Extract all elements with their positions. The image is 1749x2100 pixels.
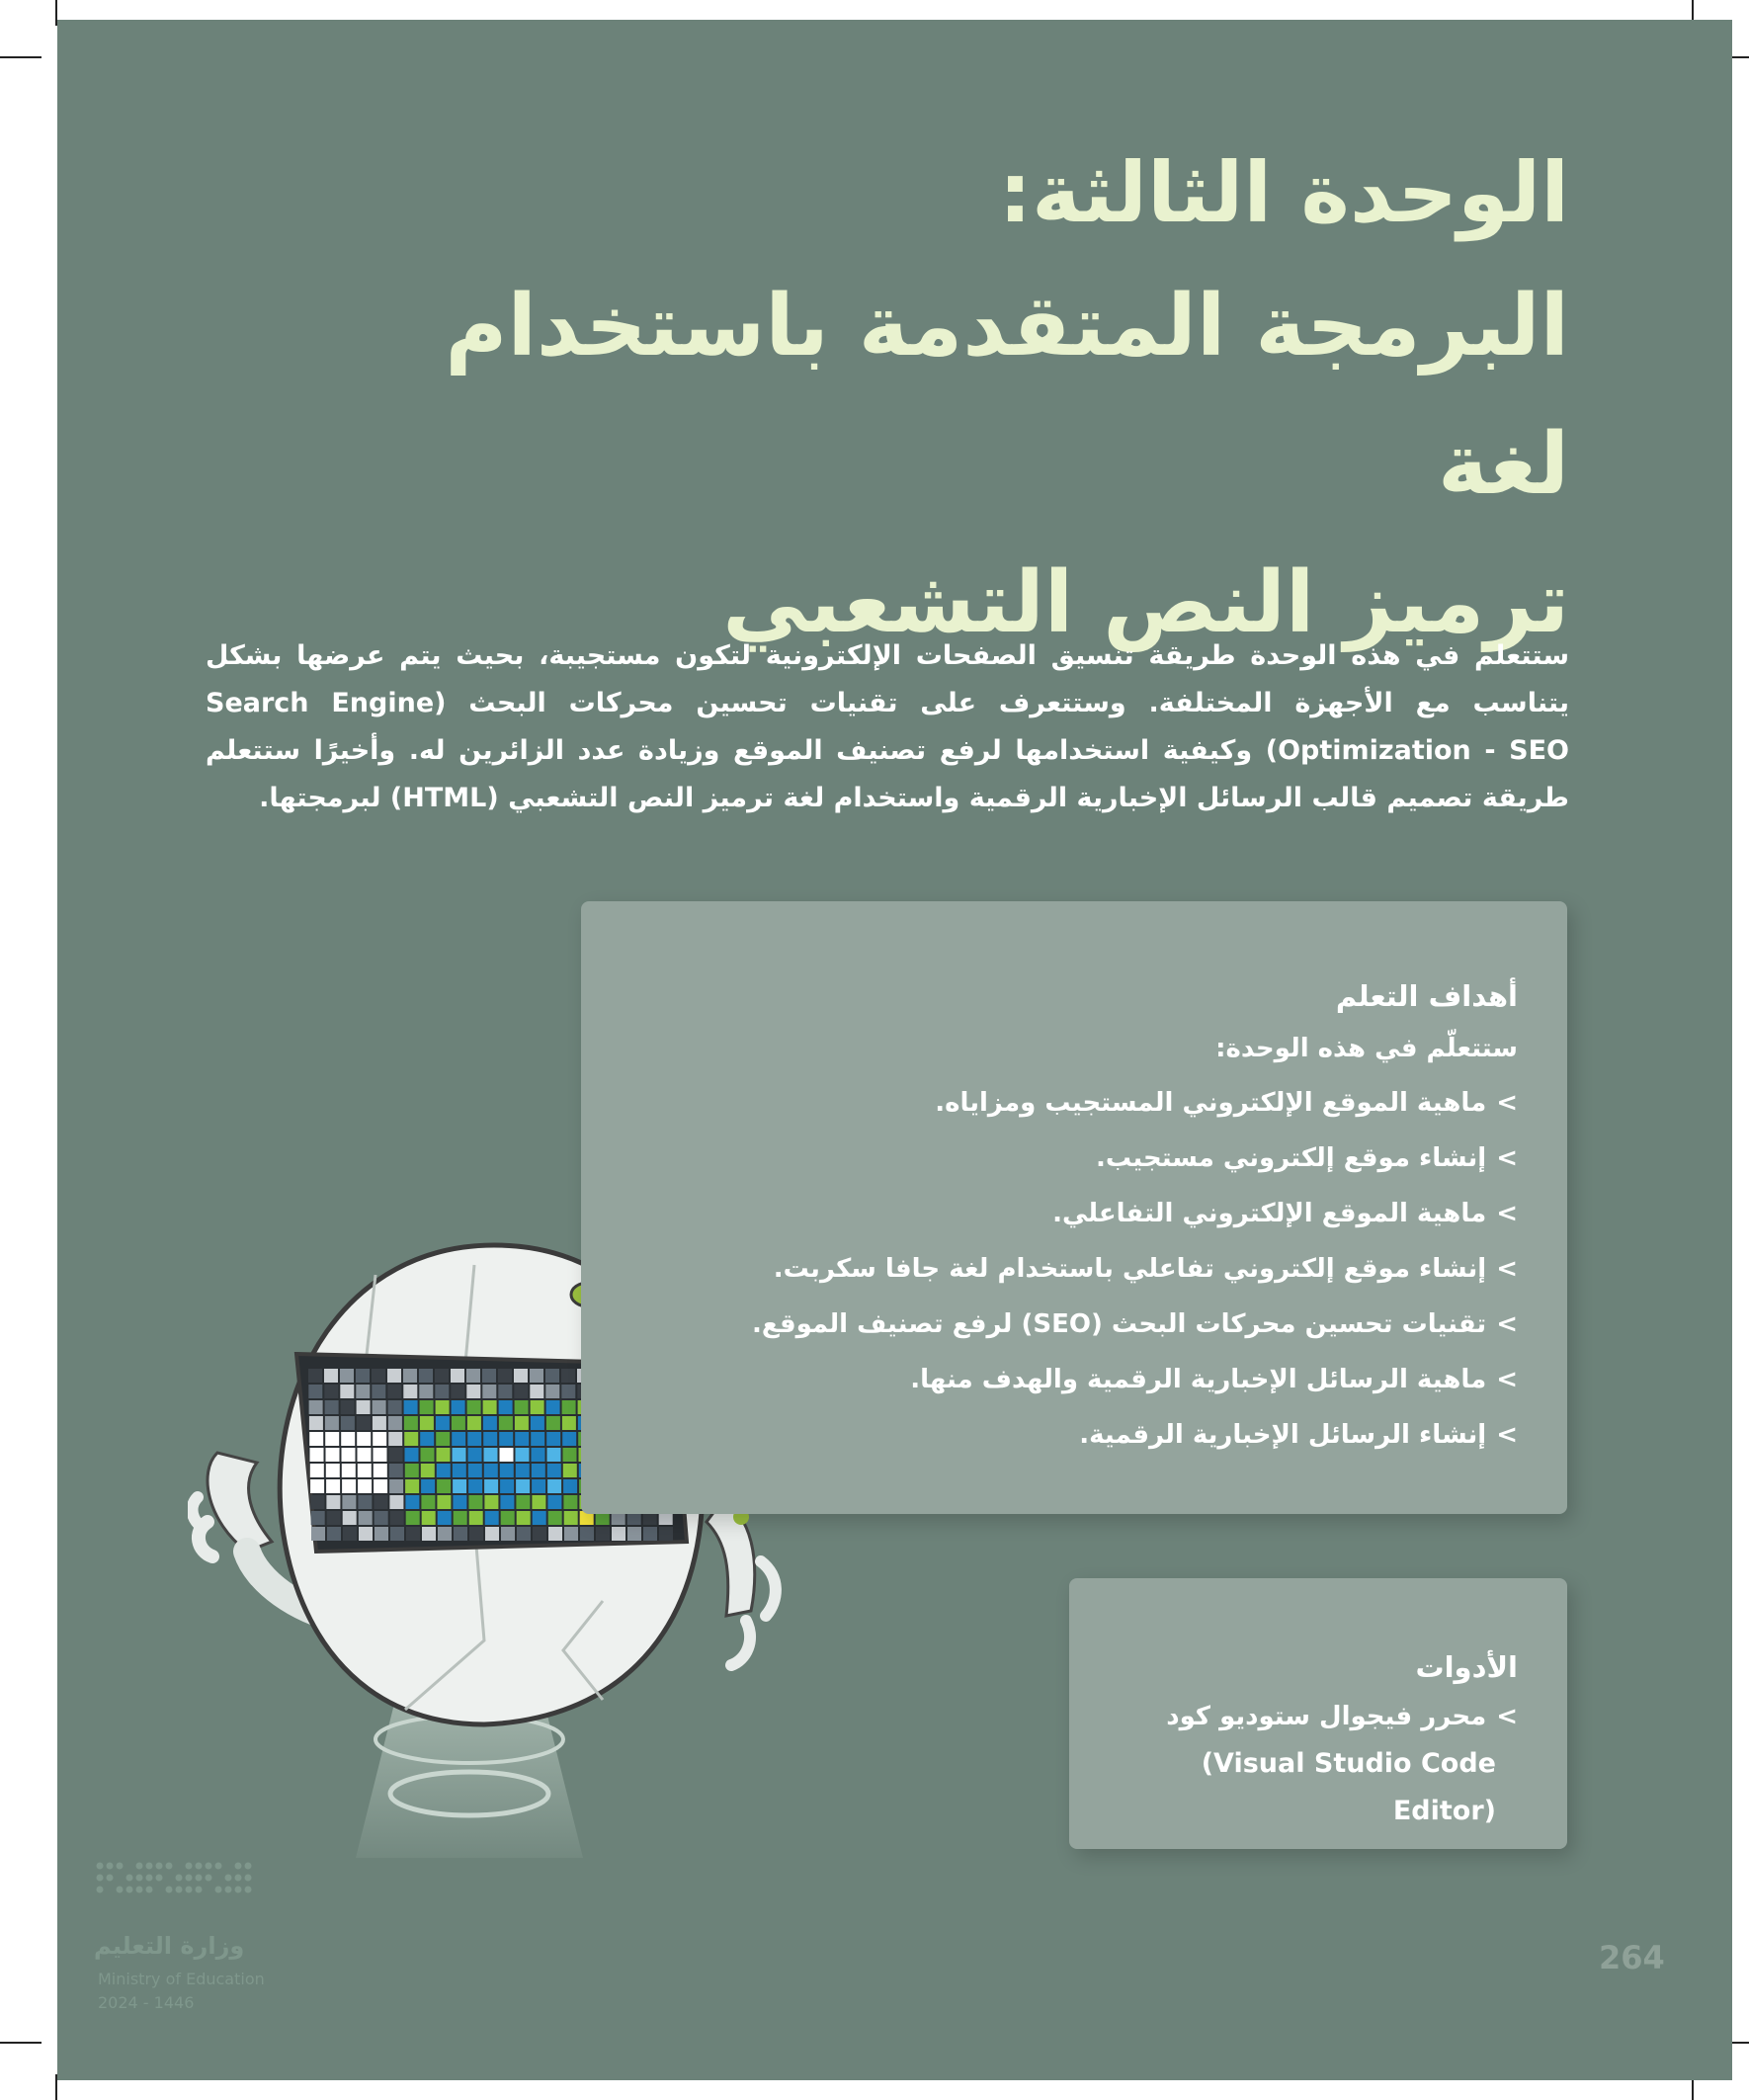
screen-pixel	[406, 1511, 420, 1525]
logo-dot	[245, 1863, 252, 1870]
screen-pixel	[327, 1511, 341, 1525]
screen-pixel	[403, 1385, 417, 1398]
screen-pixel	[516, 1479, 530, 1493]
screen-pixel	[325, 1400, 339, 1414]
screen-pixel	[498, 1369, 512, 1383]
screen-pixel	[627, 1527, 641, 1541]
screen-pixel	[387, 1369, 401, 1383]
screen-pixel	[484, 1495, 498, 1509]
learning-goals-heading: أهداف التعلم	[1335, 979, 1518, 1013]
screen-pixel	[357, 1400, 371, 1414]
screen-pixel	[514, 1369, 528, 1383]
screen-pixel	[421, 1464, 435, 1477]
logo-dot	[146, 1863, 153, 1870]
screen-pixel	[436, 1432, 450, 1446]
screen-pixel	[484, 1448, 498, 1462]
screen-pixel	[469, 1527, 483, 1541]
screen-pixel	[389, 1495, 403, 1509]
screen-pixel	[358, 1495, 372, 1509]
screen-pixel	[420, 1416, 434, 1430]
screen-pixel	[501, 1527, 515, 1541]
screen-pixel	[452, 1400, 465, 1414]
screen-pixel	[372, 1385, 385, 1398]
screen-pixel	[532, 1464, 545, 1477]
logo-dot	[156, 1875, 163, 1882]
screen-pixel	[310, 1464, 324, 1477]
chevron-right-icon: >	[1496, 1420, 1518, 1450]
screen-pixel	[390, 1511, 404, 1525]
logo-dot	[126, 1887, 133, 1893]
screen-pixel	[373, 1432, 386, 1446]
ministry-year: 2024 - 1446	[98, 1993, 195, 2012]
screen-pixel	[531, 1416, 544, 1430]
logo-dot	[206, 1863, 212, 1870]
screen-pixel	[420, 1400, 434, 1414]
screen-pixel	[405, 1464, 419, 1477]
logo-dot	[176, 1875, 183, 1882]
screen-pixel	[422, 1511, 436, 1525]
logo-dot	[235, 1863, 242, 1870]
screen-pixel	[532, 1479, 545, 1493]
chevron-right-icon: >	[1496, 1088, 1518, 1118]
screen-pixel	[358, 1448, 372, 1462]
screen-pixel	[419, 1369, 433, 1383]
screen-pixel	[388, 1400, 402, 1414]
logo-dot	[146, 1875, 153, 1882]
screen-pixel	[357, 1416, 371, 1430]
screen-pixel	[545, 1385, 559, 1398]
screen-pixel	[356, 1385, 370, 1398]
screen-pixel	[343, 1527, 357, 1541]
screen-pixel	[531, 1400, 544, 1414]
chevron-right-icon: >	[1496, 1254, 1518, 1284]
chevron-right-icon: >	[1496, 1365, 1518, 1394]
crop-mark	[0, 56, 42, 58]
logo-dot	[97, 1875, 104, 1882]
screen-pixel	[451, 1369, 464, 1383]
screen-pixel	[359, 1511, 373, 1525]
screen-pixel	[501, 1511, 515, 1525]
screen-pixel	[483, 1432, 497, 1446]
logo-dot	[136, 1875, 143, 1882]
screen-pixel	[421, 1479, 435, 1493]
screen-pixel	[451, 1385, 464, 1398]
learning-goal-item: >إنشاء موقع إلكتروني تفاعلي باستخدام لغة جافا سكربت.	[628, 1241, 1518, 1297]
unit-title	[285, 128, 1569, 672]
screen-pixel	[546, 1416, 560, 1430]
screen-pixel	[516, 1495, 530, 1509]
screen-pixel	[564, 1527, 578, 1541]
screen-pixel	[499, 1432, 513, 1446]
screen-pixel	[324, 1385, 338, 1398]
screen-pixel	[533, 1527, 546, 1541]
screen-pixel	[437, 1464, 451, 1477]
logo-dot	[206, 1875, 212, 1882]
logo-dot	[166, 1887, 173, 1893]
screen-pixel	[452, 1432, 465, 1446]
screen-pixel	[498, 1385, 512, 1398]
logo-dot	[107, 1863, 114, 1870]
screen-pixel	[310, 1479, 324, 1493]
learning-goals-list	[628, 1075, 1518, 1463]
logo-dot	[97, 1887, 104, 1893]
screen-pixel	[311, 1511, 325, 1525]
logo-dot	[126, 1875, 133, 1882]
screen-pixel	[358, 1464, 372, 1477]
robot-right-hand	[707, 1502, 776, 1665]
screen-pixel	[372, 1369, 385, 1383]
screen-pixel	[403, 1369, 417, 1383]
screen-pixel	[564, 1511, 578, 1525]
screen-pixel	[390, 1527, 404, 1541]
screen-pixel	[499, 1416, 513, 1430]
logo-dot	[225, 1875, 232, 1882]
screen-pixel	[485, 1527, 499, 1541]
screen-pixel	[341, 1432, 355, 1446]
screen-pixel	[421, 1495, 435, 1509]
screen-pixel	[326, 1448, 340, 1462]
logo-dot	[166, 1863, 173, 1870]
screen-pixel	[453, 1495, 466, 1509]
screen-pixel	[517, 1511, 531, 1525]
chevron-right-icon: >	[1496, 1143, 1518, 1173]
learning-goal-item: >إنشاء الرسائل الإخبارية الرقمية.	[628, 1407, 1518, 1463]
screen-pixel	[548, 1527, 562, 1541]
logo-dot	[186, 1875, 193, 1882]
ministry-logo-dots-icon	[94, 1858, 262, 1907]
screen-pixel	[389, 1448, 403, 1462]
logo-dot	[186, 1863, 193, 1870]
screen-pixel	[482, 1369, 496, 1383]
logo-dot	[107, 1875, 114, 1882]
screen-pixel	[375, 1511, 388, 1525]
screen-pixel	[374, 1464, 387, 1477]
screen-pixel	[405, 1495, 419, 1509]
tool-item-english: (Visual Studio Code Editor)	[1201, 1748, 1496, 1826]
screen-pixel	[484, 1479, 498, 1493]
screen-pixel	[359, 1527, 373, 1541]
screen-pixel	[438, 1527, 452, 1541]
screen-pixel	[389, 1464, 403, 1477]
screen-pixel	[547, 1479, 561, 1493]
screen-pixel	[388, 1416, 402, 1430]
page-number: 264	[1599, 1939, 1665, 1976]
screen-pixel	[342, 1448, 356, 1462]
screen-pixel	[467, 1416, 481, 1430]
ministry-logo	[94, 1858, 351, 2016]
screen-pixel	[308, 1369, 322, 1383]
screen-pixel	[309, 1400, 323, 1414]
screen-pixel	[343, 1511, 357, 1525]
screen-pixel	[404, 1400, 418, 1414]
screen-pixel	[454, 1527, 467, 1541]
screen-pixel	[563, 1448, 577, 1462]
screen-pixel	[325, 1416, 339, 1430]
screen-pixel	[311, 1527, 325, 1541]
unit-title-line-1: الوحدة الثالثة:	[998, 144, 1569, 241]
logo-dot	[196, 1887, 203, 1893]
screen-pixel	[531, 1432, 544, 1446]
logo-dot	[215, 1887, 222, 1893]
screen-pixel	[530, 1385, 543, 1398]
logo-dot	[225, 1887, 232, 1893]
screen-pixel	[659, 1527, 673, 1541]
learning-goal-item: >إنشاء موقع إلكتروني مستجيب.	[628, 1131, 1518, 1186]
logo-dot	[117, 1863, 124, 1870]
screen-pixel	[375, 1527, 388, 1541]
screen-pixel	[308, 1385, 322, 1398]
screen-pixel	[435, 1369, 449, 1383]
screen-pixel	[388, 1432, 402, 1446]
tools-list	[1103, 1693, 1518, 1740]
logo-dot	[146, 1887, 153, 1893]
screen-pixel	[547, 1495, 561, 1509]
screen-pixel	[548, 1511, 562, 1525]
screen-pixel	[309, 1432, 323, 1446]
logo-dot	[235, 1875, 242, 1882]
screen-pixel	[356, 1369, 370, 1383]
screen-pixel	[500, 1448, 514, 1462]
logo-dot	[215, 1863, 222, 1870]
screen-pixel	[561, 1369, 575, 1383]
screen-pixel	[532, 1448, 545, 1462]
screen-pixel	[515, 1416, 529, 1430]
screen-pixel	[405, 1448, 419, 1462]
screen-pixel	[326, 1479, 340, 1493]
screen-pixel	[530, 1369, 543, 1383]
screen-pixel	[421, 1448, 435, 1462]
screen-pixel	[373, 1416, 386, 1430]
screen-pixel	[406, 1527, 420, 1541]
crop-mark	[0, 2042, 42, 2044]
screen-pixel	[563, 1495, 577, 1509]
chevron-right-icon: >	[1496, 1199, 1518, 1228]
screen-pixel	[422, 1527, 436, 1541]
screen-pixel	[309, 1416, 323, 1430]
screen-pixel	[404, 1416, 418, 1430]
learning-goal-item: >ماهية الرسائل الإخبارية الرقمية والهدف منها.	[628, 1352, 1518, 1407]
screen-pixel	[374, 1495, 387, 1509]
chevron-right-icon: >	[1496, 1309, 1518, 1339]
screen-pixel	[515, 1432, 529, 1446]
tool-item: >محرر فيجوال ستوديو كود	[1103, 1693, 1518, 1740]
screen-pixel	[547, 1448, 561, 1462]
logo-dot	[176, 1887, 183, 1893]
screen-pixel	[468, 1479, 482, 1493]
screen-pixel	[342, 1495, 356, 1509]
screen-pixel	[405, 1479, 419, 1493]
screen-pixel	[310, 1495, 324, 1509]
screen-pixel	[517, 1527, 531, 1541]
screen-pixel	[596, 1527, 610, 1541]
learning-goal-item: >ماهية الموقع الإلكتروني المستجيب ومزاياه.	[628, 1075, 1518, 1131]
screen-pixel	[438, 1511, 452, 1525]
screen-pixel	[516, 1448, 530, 1462]
logo-dot	[186, 1887, 193, 1893]
screen-pixel	[562, 1416, 576, 1430]
screen-pixel	[580, 1527, 594, 1541]
ministry-name-arabic: وزارة التعليم	[94, 1932, 245, 1960]
screen-pixel	[453, 1479, 466, 1493]
screen-pixel	[387, 1385, 401, 1398]
logo-dot	[235, 1887, 242, 1893]
screen-pixel	[437, 1495, 451, 1509]
logo-dot	[196, 1875, 203, 1882]
tools-box	[1069, 1578, 1567, 1849]
screen-pixel	[436, 1400, 450, 1414]
screen-pixel	[468, 1448, 482, 1462]
screen-pixel	[516, 1464, 530, 1477]
screen-pixel	[547, 1464, 561, 1477]
screen-pixel	[453, 1464, 466, 1477]
screen-pixel	[482, 1385, 496, 1398]
screen-pixel	[563, 1464, 577, 1477]
screen-pixel	[325, 1432, 339, 1446]
screen-pixel	[468, 1495, 482, 1509]
logo-dot	[156, 1863, 163, 1870]
screen-pixel	[357, 1432, 371, 1446]
learning-goals-box	[581, 901, 1567, 1514]
screen-pixel	[324, 1369, 338, 1383]
tools-heading: الأدوات	[1415, 1650, 1518, 1684]
screen-pixel	[643, 1527, 657, 1541]
screen-pixel	[612, 1527, 625, 1541]
screen-pixel	[341, 1416, 355, 1430]
screen-pixel	[420, 1432, 434, 1446]
screen-pixel	[453, 1448, 466, 1462]
screen-pixel	[326, 1464, 340, 1477]
screen-pixel	[466, 1385, 480, 1398]
screen-pixel	[500, 1479, 514, 1493]
unit-title-line-3: ترميز النص التشعبي	[722, 553, 1569, 652]
screen-pixel	[419, 1385, 433, 1398]
screen-pixel	[514, 1385, 528, 1398]
screen-pixel	[454, 1511, 467, 1525]
screen-pixel	[545, 1369, 559, 1383]
screen-pixel	[374, 1448, 387, 1462]
screen-pixel	[404, 1432, 418, 1446]
screen-pixel	[467, 1432, 481, 1446]
screen-pixel	[484, 1464, 498, 1477]
screen-pixel	[499, 1400, 513, 1414]
logo-dot	[196, 1863, 203, 1870]
screen-pixel	[533, 1511, 546, 1525]
screen-pixel	[342, 1479, 356, 1493]
screen-pixel	[532, 1495, 545, 1509]
screen-pixel	[435, 1385, 449, 1398]
screen-pixel	[437, 1479, 451, 1493]
screen-pixel	[485, 1511, 499, 1525]
screen-pixel	[437, 1448, 451, 1462]
logo-dot	[136, 1887, 143, 1893]
screen-pixel	[468, 1464, 482, 1477]
screen-pixel	[340, 1369, 354, 1383]
screen-pixel	[500, 1495, 514, 1509]
screen-pixel	[373, 1400, 386, 1414]
screen-pixel	[561, 1385, 575, 1398]
screen-pixel	[467, 1400, 481, 1414]
screen-pixel	[563, 1479, 577, 1493]
unit-title-line-2: البرمجة المتقدمة باستخدام لغة	[445, 277, 1569, 514]
screen-pixel	[342, 1464, 356, 1477]
screen-pixel	[310, 1448, 324, 1462]
screen-pixel	[341, 1400, 355, 1414]
screen-pixel	[466, 1369, 480, 1383]
logo-dot	[136, 1863, 143, 1870]
chevron-right-icon: >	[1496, 1702, 1518, 1731]
screen-pixel	[500, 1464, 514, 1477]
screen-pixel	[389, 1479, 403, 1493]
screen-pixel	[546, 1400, 560, 1414]
logo-dot	[245, 1875, 252, 1882]
screen-pixel	[452, 1416, 465, 1430]
logo-dot	[117, 1887, 124, 1893]
screen-pixel	[562, 1400, 576, 1414]
logo-dot	[245, 1887, 252, 1893]
screen-pixel	[327, 1527, 341, 1541]
screen-pixel	[340, 1385, 354, 1398]
screen-pixel	[326, 1495, 340, 1509]
screen-pixel	[358, 1479, 372, 1493]
screen-pixel	[546, 1432, 560, 1446]
screen-pixel	[436, 1416, 450, 1430]
screen-pixel	[562, 1432, 576, 1446]
logo-dot	[97, 1863, 104, 1870]
unit-introduction: ستتعلم في هذه الوحدة طريقة تنسيق الصفحات الإلكترونية لتكون مستجيبة، بحيث يتم عرضها بشكل يتناسب مع الأجهزة المختلفة. وستتعرف على تقنيات تحسين محركات البحث (Search Engine Optimization - SEO) وكيفية استخدامها لرفع تصنيف الموقع وزيادة عدد الزائرين له. وأخيرًا ستتعلم طريقة تصميم قالب الرسائل الإخبارية الرقمية واستخدام لغة ترميز النص التشعبي (HTML) لبرمجتها.	[206, 640, 1570, 813]
learning-goal-item: >ماهية الموقع الإلكتروني التفاعلي.	[628, 1186, 1518, 1241]
screen-pixel	[374, 1479, 387, 1493]
learning-goal-item: >تقنيات تحسين محركات البحث (SEO) لرفع تصنيف الموقع.	[628, 1297, 1518, 1352]
ministry-name-english: Ministry of Education	[98, 1970, 265, 1988]
screen-pixel	[515, 1400, 529, 1414]
screen-pixel	[483, 1400, 497, 1414]
screen-pixel	[483, 1416, 497, 1430]
screen-pixel	[469, 1511, 483, 1525]
learning-goals-subheading: ستتعلّم في هذه الوحدة:	[1215, 1034, 1518, 1063]
